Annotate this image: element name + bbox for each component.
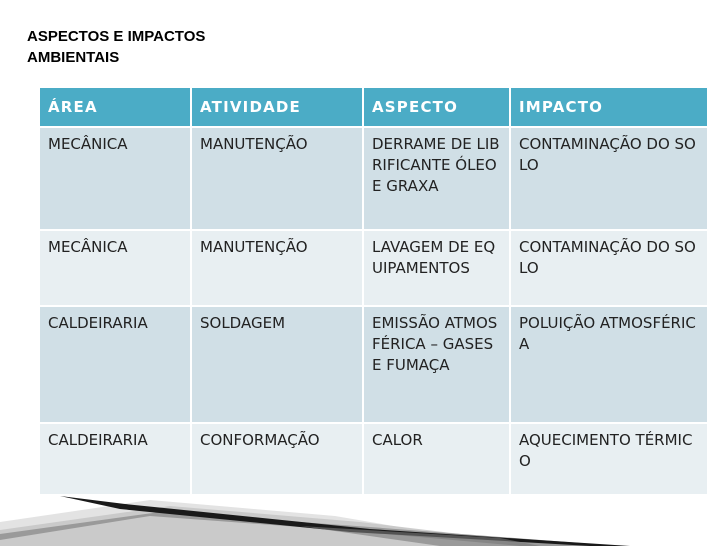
cell-impacto: CONTAMINAÇÃO DO SOLO xyxy=(510,127,708,230)
cell-atividade: CONFORMAÇÃO xyxy=(191,423,363,495)
cell-atividade: MANUTENÇÃO xyxy=(191,230,363,306)
decorative-swoosh xyxy=(0,482,728,546)
cell-impacto: AQUECIMENTO TÉRMICO xyxy=(510,423,708,495)
cell-aspecto: DERRAME DE LIBRIFICANTE ÓLEO E GRAXA xyxy=(363,127,510,230)
header-area: ÁREA xyxy=(39,87,191,127)
header-atividade: ATIVIDADE xyxy=(191,87,363,127)
table-row xyxy=(39,127,708,230)
cell-impacto: CONTAMINAÇÃO DO SOLO xyxy=(510,230,708,306)
page-title: ASPECTOS E IMPACTOS AMBIENTAIS xyxy=(27,28,206,66)
cell-aspecto: EMISSÃO ATMOSFÉRICA – GASES E FUMAÇA xyxy=(363,306,510,423)
cell-impacto: POLUIÇÃO ATMOSFÉRICA xyxy=(510,306,708,423)
table-header-row xyxy=(39,87,708,127)
cell-area: MECÂNICA xyxy=(39,127,191,230)
cell-aspecto: CALOR xyxy=(363,423,510,495)
environmental-aspects-table xyxy=(38,86,707,492)
header-aspecto: ASPECTO xyxy=(363,87,510,127)
cell-area: CALDEIRARIA xyxy=(39,306,191,423)
cell-area: CALDEIRARIA xyxy=(39,423,191,495)
header-impacto: IMPACTO xyxy=(510,87,708,127)
data-table xyxy=(38,86,709,496)
cell-area: MECÂNICA xyxy=(39,230,191,306)
table-row xyxy=(39,306,708,423)
cell-atividade: MANUTENÇÃO xyxy=(191,127,363,230)
table-row xyxy=(39,230,708,306)
cell-aspecto: LAVAGEM DE EQUIPAMENTOS xyxy=(363,230,510,306)
cell-atividade: SOLDAGEM xyxy=(191,306,363,423)
